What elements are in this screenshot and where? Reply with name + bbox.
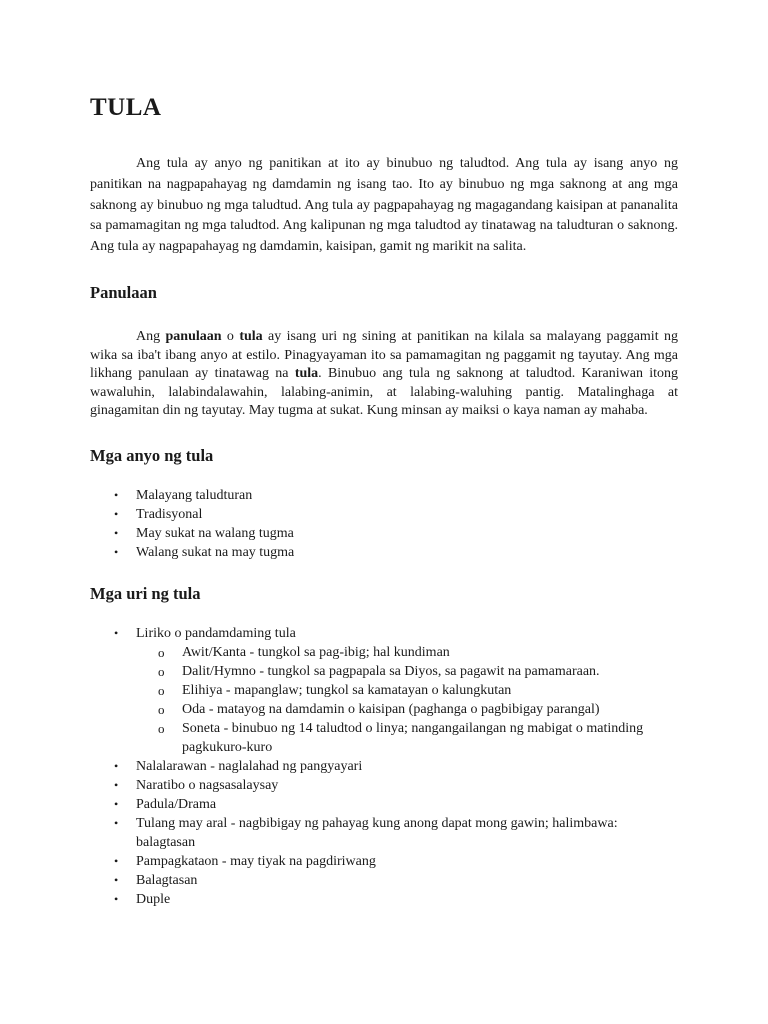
intro-paragraph: Ang tula ay anyo ng panitikan at ito ay binubuo ng taludtod. Ang tula ay isang anyo ng panitikan na nagpapahayag ng damdamin ng isang tao. Ito ay binubuo ng mga saknong at ang mga saknong ay binubuo ng mga taludtud. Ang tula ay pagpapahayag ng magagandang kaisipan at pananalita sa pamamagitan ng mga taludtod. Ang kalipunan ng mga taludtod ay tinatawag na taludturan o saknong. Ang tula ay nagpapahayag ng damdamin, kaisipan, gamit ng marikit na salita. <box>90 156 678 255</box>
bullet-icon: • <box>114 872 119 887</box>
anyo-list <box>90 486 678 562</box>
list-item: • Walang sukat na may tugma <box>114 544 295 560</box>
panulaan-text-3: ay isang uri ng sining at panitikan na kilala sa malayang paggamit ng wika sa iba't ibang anyo at estilo. Pinagyayaman ito sa pamamagitan ng paggamit ng tayutay. Ang mga likhang panulaan ay tinatawag na <box>90 328 678 382</box>
list-item: • May sukat na walang tugma <box>114 525 294 541</box>
bullet-icon: • <box>114 487 119 502</box>
bullet-icon: • <box>114 796 119 811</box>
circle-bullet-icon: o <box>158 663 165 679</box>
bullet-icon: • <box>114 758 119 773</box>
circle-bullet-icon: o <box>158 720 165 736</box>
sub-list-item: o Soneta - binubuo ng 14 taludtod o linya; nangangailangan ng mabigat o matinding pagkukuro-kuro <box>158 720 644 755</box>
bullet-icon: • <box>114 625 119 640</box>
sub-list-item: o Oda - matayog na damdamin o kaisipan (paghanga o pagbibigay parangal) <box>158 701 600 717</box>
list-item: • Duple <box>114 891 171 907</box>
circle-bullet-icon: o <box>158 644 165 660</box>
sub-list-item: o Elihiya - mapanglaw; tungkol sa kamatayan o kalungkutan <box>158 682 512 698</box>
circle-bullet-icon: o <box>158 701 165 717</box>
bullet-icon: • <box>114 891 119 906</box>
bullet-icon: • <box>114 506 119 521</box>
uri-list <box>90 624 678 909</box>
section-heading-uri: Mga uri ng tula <box>90 583 201 603</box>
panulaan-bold-term: panulaan <box>165 328 222 344</box>
bullet-icon: • <box>114 777 119 792</box>
section-heading-panulaan: Panulaan <box>90 282 157 302</box>
list-item: • Naratibo o nagsasalaysay <box>114 777 279 793</box>
liriko-sub-list <box>136 643 678 757</box>
list-item: • Padula/Drama <box>114 796 217 812</box>
tula-bold-term-2: tula <box>294 366 319 382</box>
list-item: • Liriko o pandamdaming tula o Awit/Kanta - tungkol sa pag-ibig; hal kundiman o Dalit/Hymno - tungkol sa pagpapala sa Diyos, sa pagawit na pamamaraan. o Elihiya - mapanglaw; tungkol sa kamatayan o kalungkutan o Oda - matayog na damdamin o kaisipan (paghanga o pagbibigay parangal) o Soneta - binubuo ng 14 taludtod o linya; nangangailangan ng mabigat o matinding pagkukuro-kuro <box>90 624 678 757</box>
bullet-icon: • <box>114 815 119 830</box>
list-item: • Pampagkataon - may tiyak na pagdiriwang <box>114 853 376 869</box>
list-item: • Nalalarawan - naglalahad ng pangyayari <box>114 758 363 774</box>
sub-list-item: o Awit/Kanta - tungkol sa pag-ibig; hal kundiman <box>158 644 450 660</box>
list-item: • Tulang may aral - nagbibigay ng pahayag kung anong dapat mong gawin; halimbawa: balagtasan <box>114 815 618 850</box>
list-item: • Balagtasan <box>114 872 198 888</box>
panulaan-text-4: . Binubuo ang tula ng saknong at taludtod. Karaniwan itong wawaluhin, lalabindalawahin, lalabing-animin, at lalabing-waluhing pantig. Matalinghaga at ginagamitan din ng tayutay. May tugma at sukat. Kung minsan ay maiksi o kaya naman ay mahaba. <box>90 366 679 419</box>
sub-list-item: o Dalit/Hymno - tungkol sa pagpapala sa Diyos, sa pagawit na pamamaraan. <box>158 663 600 679</box>
bullet-icon: • <box>114 544 119 559</box>
bullet-icon: • <box>114 853 119 868</box>
circle-bullet-icon: o <box>158 682 165 698</box>
section-heading-anyo: Mga anyo ng tula <box>90 445 214 465</box>
list-item: • Tradisyonal <box>114 506 203 522</box>
bullet-icon: • <box>114 525 119 540</box>
panulaan-text-2: o <box>221 328 240 344</box>
list-item: • Malayang taludturan <box>114 487 253 503</box>
document-title: TULA <box>90 94 162 121</box>
panulaan-text-1: Ang <box>136 328 166 344</box>
tula-bold-term: tula <box>239 328 263 344</box>
panulaan-paragraph <box>90 328 678 421</box>
